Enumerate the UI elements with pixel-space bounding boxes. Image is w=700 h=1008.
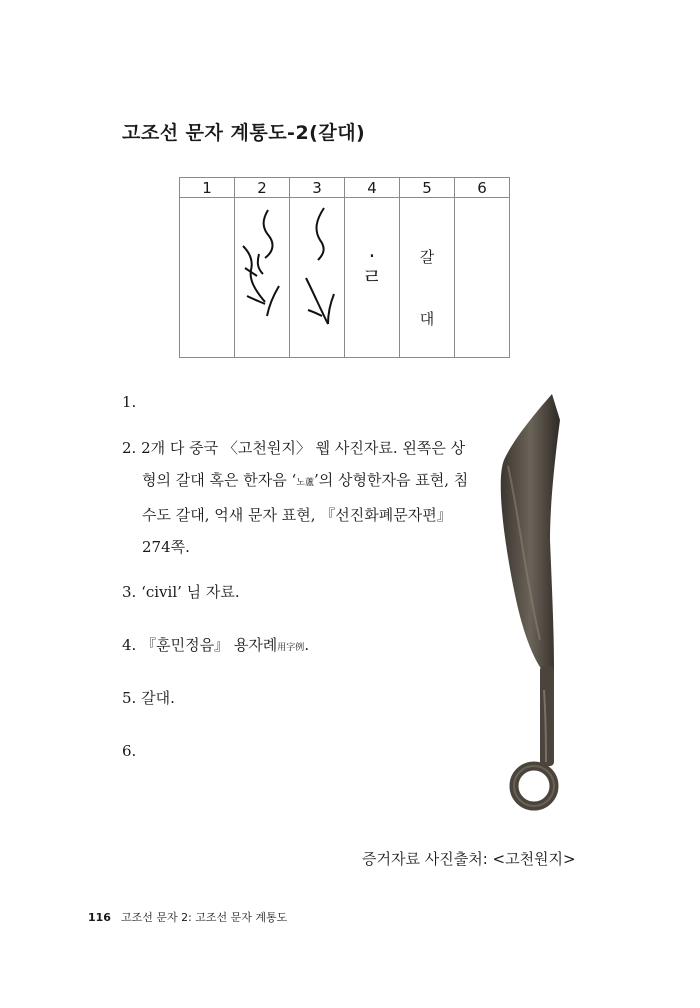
note-item bbox=[122, 682, 175, 714]
lineage-table bbox=[179, 177, 510, 358]
note-number: 4. bbox=[122, 636, 137, 654]
hunmin-glyph bbox=[345, 246, 399, 288]
glyph-dot: · bbox=[368, 244, 376, 268]
glyph-cell-3 bbox=[290, 198, 345, 358]
photo-credit: 증거자료 사진출처: <고천원지> bbox=[362, 850, 576, 868]
table-glyph-row bbox=[180, 198, 510, 358]
note-hanja: 노蘆 bbox=[296, 478, 314, 488]
note-text: 『훈민정음』 용자례 bbox=[141, 636, 278, 654]
table-header-cell: 5 bbox=[400, 178, 455, 198]
note-text: . bbox=[304, 636, 310, 654]
glyph-cell-2 bbox=[235, 198, 290, 358]
note-number: 1. bbox=[122, 393, 137, 411]
table-header-row bbox=[180, 178, 510, 198]
note-text: ’의 상형한자음 표현, 침수도 갈대, 억새 문자 표현, 『선진화폐문자편』 274쪽. bbox=[142, 471, 469, 556]
note-item bbox=[122, 735, 136, 767]
table-header-cell: 4 bbox=[345, 178, 400, 198]
note-number: 2. bbox=[122, 439, 137, 457]
page-number: 116 bbox=[88, 911, 111, 924]
note-item bbox=[122, 576, 240, 608]
glyph-gal: 갈 bbox=[419, 248, 435, 266]
note-item bbox=[122, 629, 309, 664]
knife-coin-photo bbox=[488, 390, 568, 820]
note-number: 6. bbox=[122, 742, 137, 760]
reed-pictogram-icon bbox=[290, 198, 344, 353]
page-footer bbox=[88, 909, 287, 925]
note-number: 5. bbox=[122, 689, 137, 707]
note-hanja: 用字例 bbox=[277, 643, 305, 653]
reed-pictogram-icon bbox=[235, 198, 289, 353]
note-body bbox=[122, 432, 477, 563]
note-item bbox=[122, 432, 477, 563]
glyph-cell-4 bbox=[345, 198, 400, 358]
note-item bbox=[122, 386, 136, 418]
table-header-cell: 1 bbox=[180, 178, 235, 198]
note-text: 2개 다 중국 〈고천원지〉 웹 사진자료. 왼쪽은 상형의 갈대 혹은 한자음 ‘ bbox=[141, 439, 466, 489]
note-number: 3. bbox=[122, 583, 137, 601]
glyph-dae: 대 bbox=[419, 310, 435, 328]
page-title: 고조선 문자 계통도-2(갈대) bbox=[122, 122, 366, 144]
glyph-rieul: ㄹ bbox=[361, 265, 383, 289]
table-header-cell: 3 bbox=[290, 178, 345, 198]
glyph-cell-1 bbox=[180, 198, 235, 358]
note-text: ‘civil’ 님 자료. bbox=[141, 583, 240, 601]
running-title: 고조선 문자 2: 고조선 문자 계통도 bbox=[120, 911, 288, 924]
note-text: 갈대. bbox=[141, 689, 175, 707]
glyph-cell-6 bbox=[455, 198, 510, 358]
table-header-cell: 6 bbox=[455, 178, 510, 198]
glyph-cell-5 bbox=[400, 198, 455, 358]
table-header-cell: 2 bbox=[235, 178, 290, 198]
